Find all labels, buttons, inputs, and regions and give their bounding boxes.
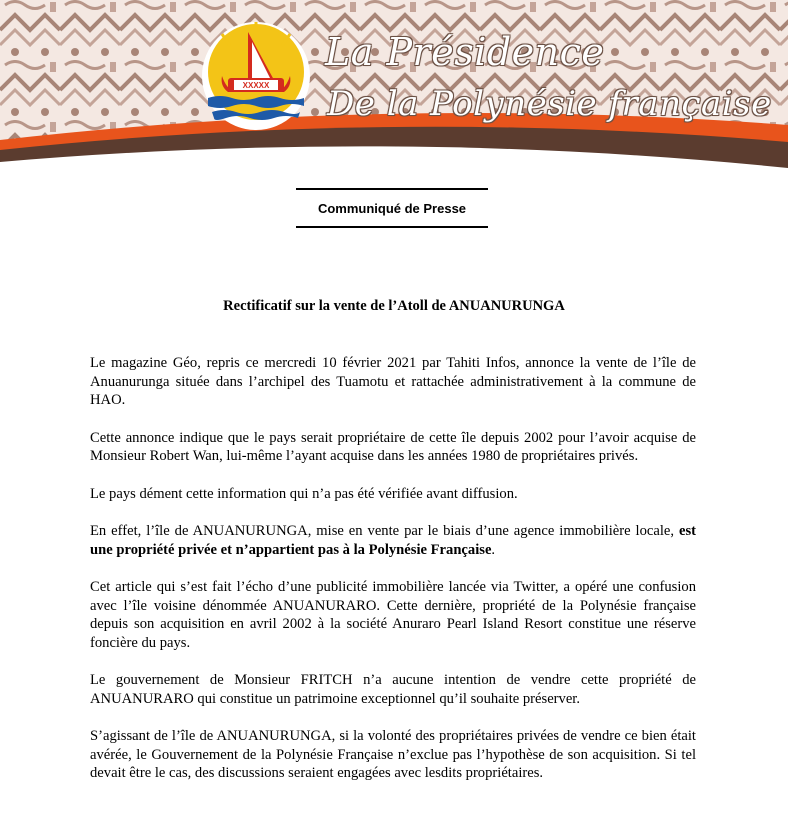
presidency-title-line1: La Présidence — [325, 30, 605, 74]
paragraph-4-end: . — [491, 541, 496, 558]
press-release-label-text: Communiqué de Presse — [317, 200, 467, 216]
paragraph-1: Le magazine Géo, repris ce mercredi 10 février 2021 par Tahiti Infos, annonce la vente de l’île de Anuanurunga située dans l’archipel des Tuamotu et rattachée administrativement à la commune de HAO. — [90, 355, 696, 408]
document-body — [90, 354, 696, 802]
paragraph-5: Cet article qui s’est fait l’écho d’une publicité immobilière lancée via Twitter, a opéré une confusion avec l’île voisine dénommée ANUANURARO. Cette dernière, propriété de la Polynésie française depuis son acquisition en avril 2002 à la société Anuraro Pearl Island Resort constitue une réserve foncière du pays. — [90, 579, 696, 651]
paragraph-2: Cette annonce indique que le pays serait propriétaire de cette île depuis 2002 pour l’avoir acquise de Monsieur Robert Wan, lui-même l’ayant acquise dans les années 1980 de propriétaires privés. — [90, 429, 696, 464]
paragraph-7: S’agissant de l’île de ANUANURUNGA, si la volonté des propriétaires privées de vendre ce bien était avérée, le Gouvernement de la Polynésie Française n’exclue pas l’hypothèse de son acquisition. Si tel devait être le cas, des discussions seraient engagées avec lesdits propriétaires. — [90, 728, 696, 781]
paragraph-4-bold: est une propriété privée et n’appartient pas à la Polynésie Française — [90, 523, 696, 558]
paragraph-3: Le pays dément cette information qui n’a pas été vérifiée avant diffusion. — [90, 485, 518, 502]
polynesia-coat-of-arms-logo — [200, 20, 312, 132]
logo-text: XXXXX — [242, 81, 270, 90]
presidency-title-line2: De la Polynésie française — [327, 84, 772, 124]
press-release-label — [296, 188, 488, 228]
document-heading: Rectificatif sur la vente de l’Atoll de ANUANURUNGA — [223, 298, 565, 314]
paragraph-6: Le gouvernement de Monsieur FRITCH n’a aucune intention de vendre cette propriété de ANUANURARO qui constitue un patrimoine exceptionnel qu’il souhaite préserver. — [90, 672, 696, 707]
letterhead-banner — [0, 0, 788, 200]
paragraph-4-start: En effet, l’île de ANUANURUNGA, mise en vente par le biais d’une agence immobilière locale, — [90, 523, 679, 539]
paragraph-4 — [90, 522, 696, 559]
